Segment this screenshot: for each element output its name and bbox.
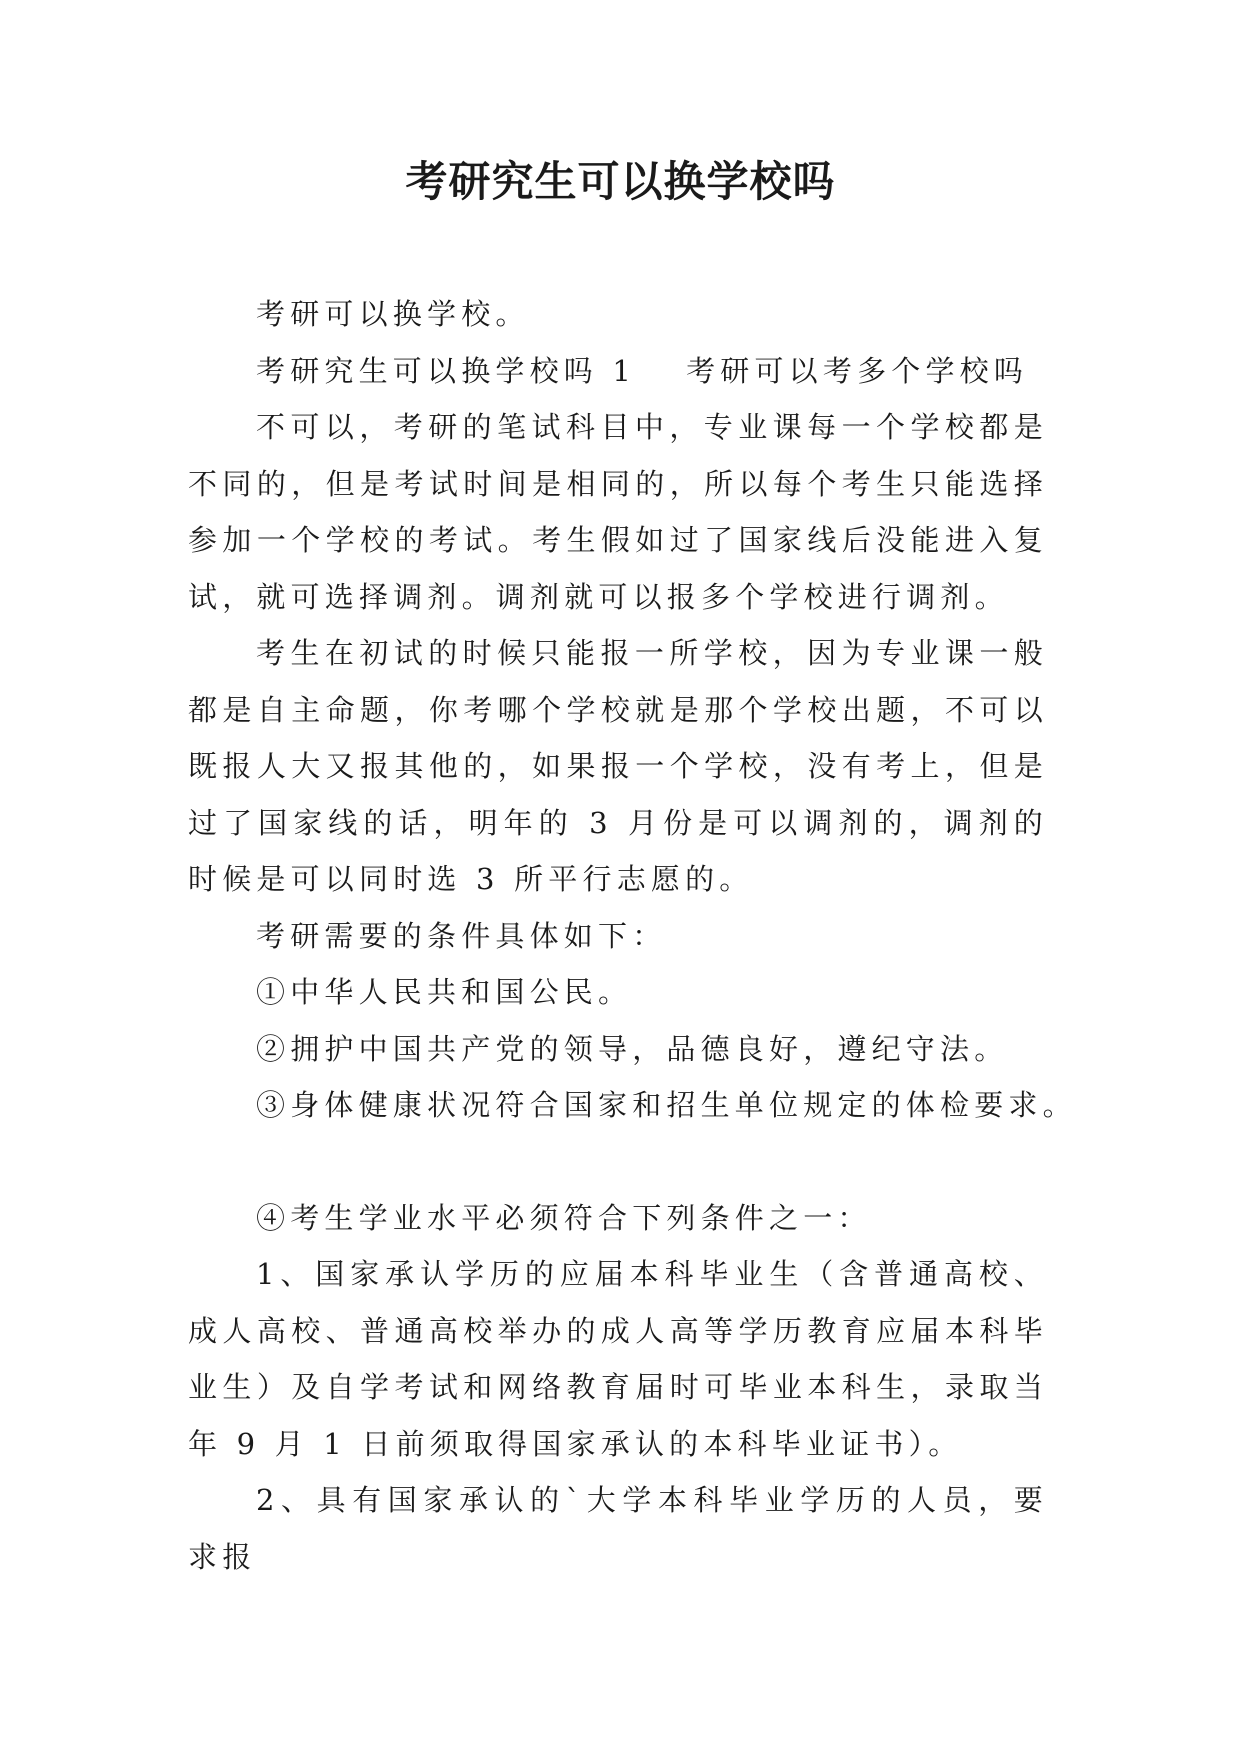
paragraph-2-part-b: 考研可以考多个学校吗 (686, 353, 1029, 388)
paragraph-8: ③身体健康状况符合国家和招生单位规定的体检要求。 (256, 1088, 1077, 1122)
paragraph-2 (188, 343, 1048, 400)
paragraph-4: 考生在初试的时候只能报一所学校，因为专业课一般都是自主命题，你考哪个学校就是那个学校出题，不可以既报人大又报其他的，如果报一个学校，没有考上，但是过了国家线的话，明年的 3 月份是可以调剂的，调剂的时候是可以同时选 3 所平行志愿的。 (188, 636, 1048, 896)
paragraph-9: ④考生学业水平必须符合下列条件之一： (256, 1200, 872, 1235)
paragraph-3: 不可以，考研的笔试科目中，专业课每一个学校都是不同的，但是考试时间是相同的，所以每个考生只能选择参加一个学校的考试。考生假如过了国家线后没能进入复试，就可选择调剂。调剂就可以报多个学校进行调剂。 (188, 410, 1048, 614)
paragraph-10: 1、国家承认学历的应届本科毕业生（含普通高校、成人高校、普通高校举办的成人高等学历教育应届本科毕业生）及自学考试和网络教育届时可毕业本科生，录取当年 9 月 1 日前须取得国家承认的本科毕业证书）。 (188, 1257, 1048, 1461)
paragraph-5: 考研需要的条件具体如下： (256, 918, 667, 953)
paragraph-11: 2、具有国家承认的`大学本科毕业学历的人员，要求报 (188, 1483, 1048, 1574)
paragraph-2-part-a: 考研究生可以换学校吗 1 (256, 353, 637, 388)
paragraph-7: ②拥护中国共产党的领导，品德良好，遵纪守法。 (256, 1031, 1009, 1066)
blank-line (188, 1134, 1048, 1190)
document-title: 考研究生可以换学校吗 (405, 157, 836, 206)
paragraph-1: 考研可以换学校。 (256, 297, 530, 331)
paragraph-6: ①中华人民共和国公民。 (256, 975, 633, 1009)
document-body (188, 286, 1077, 1585)
